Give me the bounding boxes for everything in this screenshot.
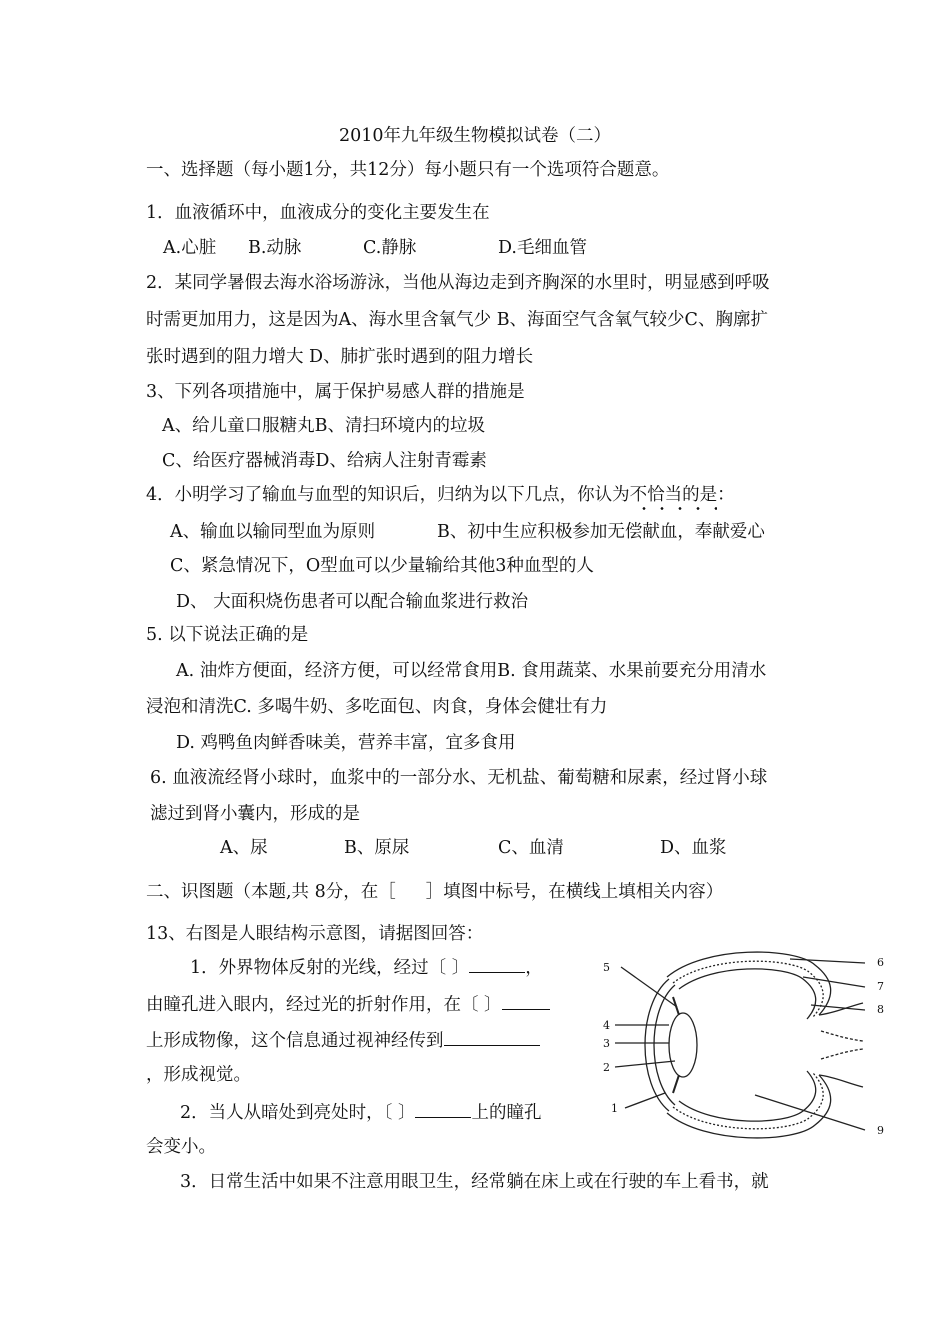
q13-p1-line2	[146, 991, 550, 1017]
q4-stem-emphasis: 不恰当的是	[629, 485, 718, 505]
q3-options-cd: C、给医疗器械消毒D、给病人注射青霉素	[162, 451, 487, 471]
eye-label-4: 4	[603, 1019, 610, 1032]
q13-stem: 13、右图是人眼结构示意图，请据图回答：	[146, 924, 484, 944]
q6-option-a: A、尿	[220, 838, 268, 858]
eye-label-8: 8	[877, 1003, 884, 1016]
q3-options-ab: A、给儿童口服糖丸B、清扫环境内的垃圾	[162, 416, 485, 436]
eye-diagram	[585, 935, 905, 1155]
q13-p1-line2-text: 由瞳孔进入眼内，经过光的折射作用，在〔 〕	[146, 995, 502, 1015]
eye-label-3: 3	[603, 1037, 610, 1050]
section2-header	[146, 880, 723, 904]
q13-p2-line1-text: 2．当人从暗处到亮处时，〔 〕	[180, 1103, 416, 1123]
eye-label-1: 1	[611, 1102, 618, 1115]
q13-p1-line3	[146, 1027, 540, 1053]
q4-option-b: B、初中生应积极参加无偿献血，奉献爱心	[437, 522, 765, 542]
q1-option-c: C.静脉	[363, 238, 417, 258]
q4-stem-post: ：	[717, 485, 735, 505]
section2-header-b: ］填图中标号，在横线上填相关内容）	[425, 882, 724, 902]
answer-blank[interactable]	[415, 1099, 471, 1118]
eye-label-2: 2	[603, 1061, 610, 1074]
q3-stem: 3、下列各项措施中，属于保护易感人群的措施是	[146, 382, 525, 402]
q13-p1-line1	[190, 954, 543, 980]
q5-line2: 浸泡和清洗C. 多喝牛奶、多吃面包、肉食，身体会健壮有力	[146, 697, 608, 717]
q13-p1-line3-text: 上形成物像，这个信息通过视神经传到	[146, 1031, 444, 1051]
q1-option-b: B.动脉	[248, 238, 302, 258]
q4-option-c: C、紧急情况下，O型血可以少量输给其他3种血型的人	[170, 556, 594, 576]
q4-option-a: A、输血以输同型血为原则	[170, 522, 376, 542]
q4-stem	[146, 483, 735, 507]
answer-blank[interactable]	[469, 954, 525, 973]
eye-label-7: 7	[877, 980, 884, 993]
q6-option-d: D、血浆	[660, 838, 727, 858]
q13-p3-line1: 3．日常生活中如果不注意用眼卫生，经常躺在床上或在行驶的车上看书，就	[180, 1172, 769, 1192]
eye-label-6: 6	[877, 956, 884, 969]
q13-p1-line1-end: ，	[525, 958, 543, 978]
q4-stem-pre: 4．小明学习了输血与血型的知识后，归纳为以下几点，你认为	[146, 485, 630, 505]
q4-option-d: D、 大面积烧伤患者可以配合输血浆进行救治	[176, 592, 529, 612]
q13-p1-line1-text: 1．外界物体反射的光线，经过〔 〕	[190, 958, 470, 978]
answer-blank[interactable]	[502, 991, 550, 1010]
q1-option-d: D.毛细血管	[498, 238, 587, 258]
q2-line3: 张时遇到的阻力增大 D、肺扩张时遇到的阻力增长	[146, 347, 534, 367]
eye-label-5: 5	[603, 961, 610, 974]
q6-option-c: C、血清	[498, 838, 564, 858]
q5-line1: A. 油炸方便面，经济方便，可以经常食用B. 食用蔬菜、水果前要充分用清水	[176, 661, 767, 681]
q5-stem: 5. 以下说法正确的是	[146, 625, 309, 645]
q6-line2: 滤过到肾小囊内，形成的是	[150, 804, 360, 824]
q13-p1-line4: ，形成视觉。	[146, 1065, 251, 1085]
q13-p2-line1	[180, 1099, 541, 1125]
q6-line1: 6. 血液流经肾小球时，血浆中的一部分水、无机盐、葡萄糖和尿素，经过肾小球	[150, 768, 768, 788]
page-title: 2010年九年级生物模拟试卷（二）	[338, 126, 612, 146]
q2-line2: 时需更加用力，这是因为A、海水里含氧气少 B、海面空气含氧气较少C、胸廓扩	[146, 310, 768, 330]
section2-header-a: 二、识图题（本题,共 8分，在［	[146, 882, 396, 902]
q2-line1: 2．某同学暑假去海水浴场游泳，当他从海边走到齐胸深的水里时，明显感到呼吸	[146, 273, 770, 293]
q6-option-b: B、原尿	[344, 838, 410, 858]
q13-p2-line1-end: 上的瞳孔	[471, 1103, 542, 1123]
q1-stem: 1．血液循环中，血液成分的变化主要发生在	[146, 203, 490, 223]
q1-option-a: A.心脏	[163, 238, 217, 258]
q13-p2-line2: 会变小。	[146, 1137, 216, 1157]
answer-blank[interactable]	[444, 1027, 540, 1046]
q5-line3: D. 鸡鸭鱼肉鲜香味美，营养丰富，宜多食用	[176, 733, 516, 753]
section1-header: 一、选择题（每小题1分，共12分）每小题只有一个选项符合题意。	[146, 160, 670, 180]
eye-label-9: 9	[877, 1124, 884, 1137]
